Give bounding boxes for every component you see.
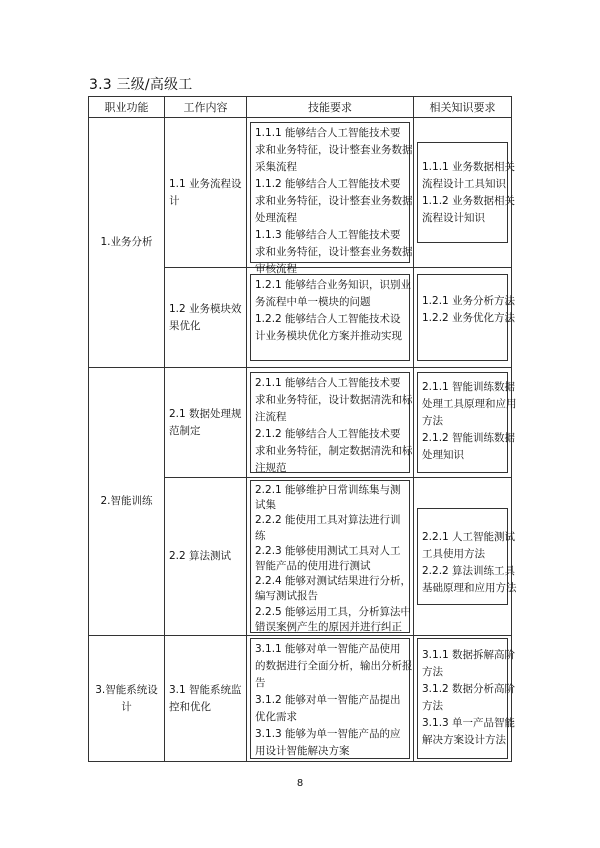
skill-line: 求和业务特征，设计数据清洗和标 — [255, 394, 413, 406]
work-cell — [165, 478, 247, 636]
table-row — [89, 368, 512, 478]
skill-box — [250, 480, 410, 633]
knowledge-line: 流程设计知识 — [422, 212, 485, 224]
skill-box — [250, 274, 410, 361]
skill-line: 注规范 — [255, 462, 287, 474]
skill-line: 求和业务特征，设计整套业务数据 — [255, 144, 413, 156]
knowledge-line: 2.1.1 智能训练数据 — [422, 381, 516, 393]
skill-line: 1.1.3 能够结合人工智能技术要 — [255, 229, 401, 241]
skill-cell — [247, 478, 414, 636]
skill-line: 3.1.1 能够对单一智能产品使用 — [255, 643, 401, 655]
header-skill: 技能要求 — [247, 97, 414, 118]
skill-line: 2.2.1 能够维护日常训练集与测 — [255, 484, 401, 496]
knowledge-line: 2.2.1 人工智能测试 — [422, 531, 516, 543]
knowledge-line: 方法 — [422, 666, 443, 678]
skill-line: 编写测试报告 — [255, 590, 318, 603]
func-cell — [89, 118, 165, 368]
func-label: 2.智能训练 — [100, 495, 153, 507]
knowledge-line: 处理工具原理和应用 — [422, 398, 517, 410]
skill-line: 求和业务特征，设计整套业务数据 — [255, 246, 413, 258]
skill-line: 1.2.1 能够结合业务知识，识别业 — [255, 279, 412, 291]
skill-line: 注流程 — [255, 411, 287, 423]
work-cell — [165, 118, 247, 268]
skill-line: 用设计智能解决方案 — [255, 745, 350, 757]
skill-line: 优化需求 — [255, 711, 297, 723]
skill-line: 3.1.2 能够对单一智能产品提出 — [255, 694, 401, 706]
func-cell — [89, 368, 165, 636]
knowledge-line: 方法 — [422, 415, 443, 427]
knowledge-line: 2.2.2 算法训练工具 — [422, 565, 516, 577]
work-line: 3.1 智能系统监 — [169, 683, 242, 696]
table-row — [89, 636, 512, 762]
work-line: 范制定 — [169, 424, 201, 437]
work-line: 控和优化 — [169, 700, 211, 713]
skill-cell — [247, 636, 414, 762]
skill-line: 2.2.3 能够使用测试工具对人工 — [255, 544, 401, 557]
skill-cell — [247, 368, 414, 478]
knowledge-line: 1.2.2 业务优化方法 — [422, 312, 516, 324]
work-line: 2.2 算法测试 — [169, 550, 232, 562]
work-line: 果优化 — [169, 319, 201, 332]
knowledge-cell — [414, 636, 516, 762]
knowledge-line: 基础原理和应用方法 — [422, 582, 517, 594]
knowledge-line: 处理知识 — [422, 449, 464, 461]
header-func: 职业功能 — [89, 97, 165, 118]
header-knowledge: 相关知识要求 — [414, 97, 512, 118]
skill-line: 采集流程 — [255, 161, 297, 173]
requirements-table — [88, 96, 517, 762]
section-heading: 3.3 三级/高级工 — [89, 77, 193, 93]
skill-line: 求和业务特征，设计整套业务数据 — [255, 195, 413, 207]
knowledge-cell — [414, 368, 517, 478]
knowledge-line: 方法 — [422, 700, 443, 712]
skill-line: 1.1.2 能够结合人工智能技术要 — [255, 178, 401, 190]
skill-line: 1.2.2 能够结合人工智能技术设 — [255, 313, 401, 325]
skill-line: 2.1.2 能够结合人工智能技术要 — [255, 428, 401, 440]
knowledge-box — [417, 508, 517, 605]
skill-line: 的数据进行全面分析，输出分析报 — [255, 660, 413, 672]
skill-cell — [247, 268, 414, 368]
skill-line: 审核流程 — [255, 263, 297, 275]
skill-line: 2.2.5 能够运用工具，分析算法中 — [255, 605, 412, 618]
skill-box — [250, 638, 413, 759]
knowledge-box — [417, 372, 517, 473]
work-line: 1.1 业务流程设 — [169, 177, 242, 190]
work-cell — [165, 268, 247, 368]
knowledge-box — [417, 142, 516, 243]
knowledge-cell — [414, 478, 517, 636]
knowledge-line: 1.2.1 业务分析方法 — [422, 295, 516, 307]
skill-line: 告 — [255, 677, 266, 689]
func-label: 1.业务分析 — [100, 236, 153, 248]
page-number: 8 — [296, 778, 304, 789]
func-line: 计 — [121, 700, 132, 713]
skill-line: 计业务模块优化方案并推动实现 — [255, 330, 402, 342]
skill-line: 练 — [255, 529, 266, 542]
skill-line: 求和业务特征，制定数据清洗和标 — [255, 445, 413, 457]
knowledge-line: 3.1.3 单一产品智能 — [422, 717, 516, 729]
skill-line: 1.1.1 能够结合人工智能技术要 — [255, 127, 401, 139]
func-cell — [89, 636, 165, 762]
knowledge-line: 解决方案设计方法 — [422, 734, 506, 746]
skill-line: 2.1.1 能够结合人工智能技术要 — [255, 377, 401, 389]
table-row — [89, 118, 512, 268]
skill-line: 试集 — [255, 499, 276, 512]
skill-box — [250, 122, 413, 275]
knowledge-line: 1.1.2 业务数据相关 — [422, 195, 516, 207]
work-cell — [165, 636, 247, 762]
knowledge-line: 2.1.2 智能训练数据 — [422, 432, 516, 444]
header-work: 工作内容 — [165, 97, 247, 118]
skill-line: 2.2.4 能够对测试结果进行分析， — [255, 575, 412, 588]
knowledge-line: 工具使用方法 — [422, 548, 485, 560]
knowledge-cell — [414, 268, 516, 368]
skill-line: 错误案例产生的原因并进行纠正 — [255, 620, 402, 633]
work-cell — [165, 368, 247, 478]
skill-line: 3.1.3 能够为单一智能产品的应 — [255, 728, 401, 740]
knowledge-line: 流程设计工具知识 — [422, 178, 506, 190]
knowledge-line: 3.1.1 数据拆解高阶 — [422, 649, 516, 661]
func-line: 3.智能系统设 — [95, 683, 158, 696]
skill-box — [250, 372, 413, 474]
skill-line: 务流程中单一模块的问题 — [255, 296, 371, 308]
knowledge-line: 1.1.1 业务数据相关 — [422, 161, 516, 173]
knowledge-line: 3.1.2 数据分析高阶 — [422, 683, 516, 695]
knowledge-box — [417, 274, 516, 361]
skill-line: 2.2.2 能使用工具对算法进行训 — [255, 514, 401, 527]
table-header-row — [89, 97, 512, 118]
skill-cell — [247, 118, 414, 275]
skill-line: 智能产品的使用进行测试 — [255, 560, 371, 573]
work-line: 2.1 数据处理规 — [169, 407, 242, 420]
skill-line: 处理流程 — [255, 212, 297, 224]
knowledge-cell — [414, 118, 516, 268]
work-line: 计 — [169, 194, 180, 207]
work-line: 1.2 业务模块效 — [169, 302, 242, 315]
knowledge-box — [417, 638, 516, 759]
